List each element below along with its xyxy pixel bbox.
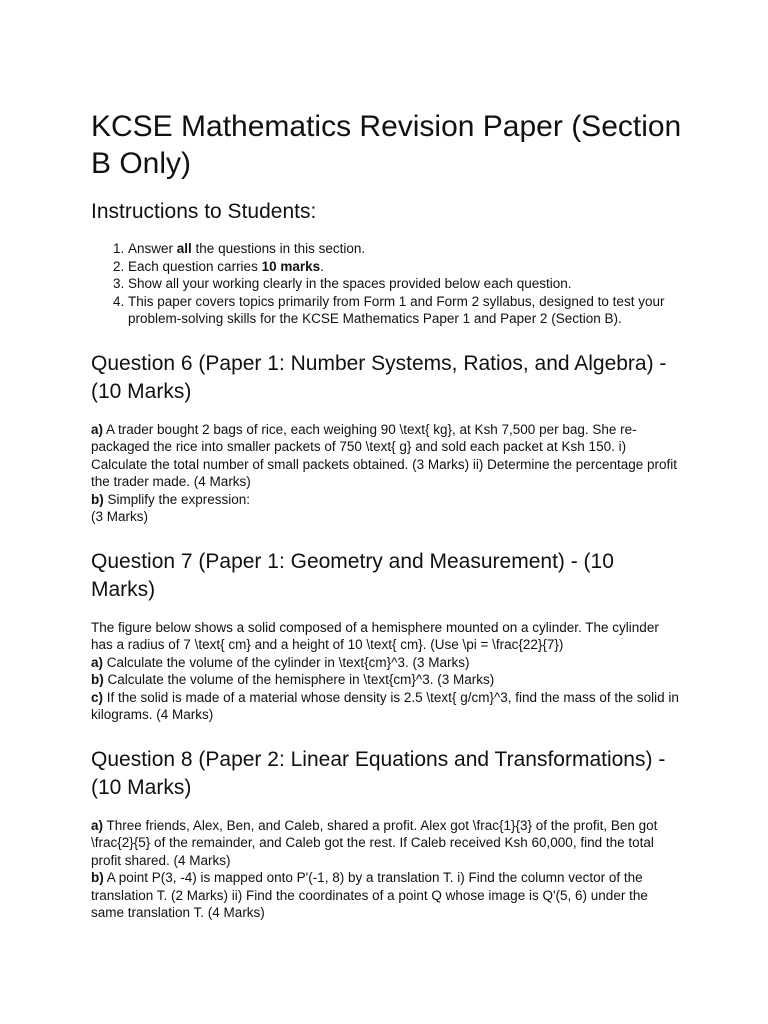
- question-8-heading: Question 8 (Paper 2: Linear Equations and Transformations) - (10 Marks): [91, 747, 666, 799]
- question-8-part-b: b) A point P(3, -4) is mapped onto P'(-1, 8) by a translation T. i) Find the column vector of the translation T. (2 Marks) ii) Find the coordinates of a point Q whose image is Q'(5, 6) under the same translation T. (4 Marks): [91, 870, 648, 920]
- question-7-intro: The figure below shows a solid composed of a hemisphere mounted on a cylinder. The cylinder has a radius of 7 \text{ cm} and a height of 10 \text{ cm}. (Use \pi = \frac{22}{7}): [91, 619, 659, 652]
- question-8-body: [91, 817, 682, 922]
- question-7-body: [91, 619, 682, 724]
- question-6-part-a: a) A trader bought 2 bags of rice, each weighing 90 \text{ kg}, at Ksh 7,500 per bag. She re-packaged the rice into smaller packets of 750 \text{ g} and sold each packet at Ksh 150. i) Calculate the total number of small packets obtained. (3 Marks) ii) Determine the percentage profit the trader made. (4 Marks): [91, 421, 678, 489]
- instructions-heading: Instructions to Students:: [91, 200, 317, 223]
- page-title: KCSE Mathematics Revision Paper (Section B Only): [91, 110, 682, 180]
- instruction-item: 2. Each question carries 10 marks.: [128, 258, 682, 276]
- question-7-part-b: b) Calculate the volume of the hemisphere in \text{cm}^3. (3 Marks): [91, 672, 495, 687]
- question-7-part-a: a) Calculate the volume of the cylinder in \text{cm}^3. (3 Marks): [91, 654, 470, 670]
- question-8-part-a: a) Three friends, Alex, Ben, and Caleb, shared a profit. Alex got \frac{1}{3} of the profit, Ben got \frac{2}{5} of the remainder, and Caleb got the rest. If Caleb received Ksh 60,000, find the total profit shared. (4 Marks): [91, 817, 658, 868]
- question-6-part-b: b) Simplify the expression:: [91, 491, 251, 507]
- instruction-item: 3. Show all your working clearly in the spaces provided below each question.: [128, 275, 682, 293]
- instruction-item: 1. Answer all the questions in this section.: [128, 240, 682, 258]
- instructions-list: [91, 240, 682, 328]
- question-7-heading: Question 7 (Paper 1: Geometry and Measurement) - (10 Marks): [91, 549, 614, 601]
- question-7-part-c: c) If the solid is made of a material whose density is 2.5 \text{ g/cm}^3, find the mass of the solid in kilograms. (4 Marks): [91, 689, 679, 722]
- question-6-body: [91, 421, 682, 526]
- question-6-part-b-marks: (3 Marks): [91, 509, 148, 524]
- question-6-heading: Question 6 (Paper 1: Number Systems, Ratios, and Algebra) - (10 Marks): [91, 351, 667, 403]
- instruction-item: 4. This paper covers topics primarily from Form 1 and Form 2 syllabus, designed to test your problem-solving skills for the KCSE Mathematics Paper 1 and Paper 2 (Section B).: [128, 293, 682, 328]
